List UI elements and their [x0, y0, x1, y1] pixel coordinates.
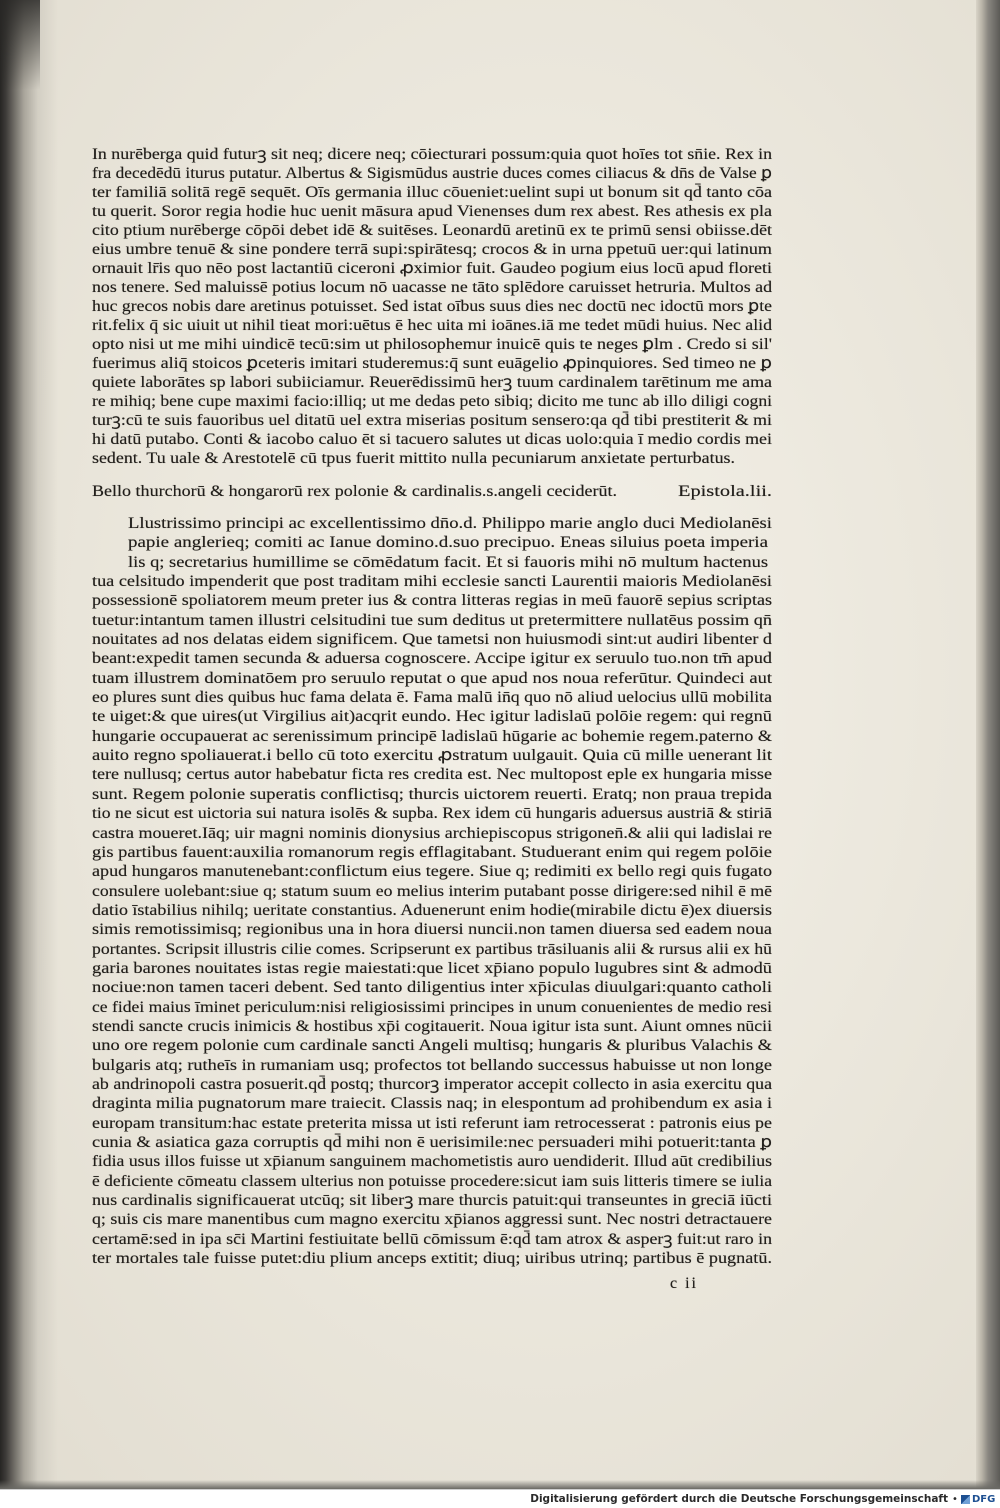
text-line: tua celsitudo impenderit que post traditam mihi ecclesie sancti Laurentii maioris Mediolanēsi [92, 573, 772, 591]
text-line: certamē:sed in ipa sc̄i Martini festiuitate bellū cōmissum ē:qd̄ tam atrox & asperꝫ fuit:ut raro in [92, 1230, 772, 1248]
text-line: te uiget:& que uires(ut Virgilius ait)acqrit eundo. Hec igitur ladislaū polōie regem: qui regnū [92, 708, 772, 726]
text-line: draginta milia pugnatorum mare traiecit. Classis naq; in elespontum ad prohibendum ex asia i [92, 1095, 773, 1113]
text-line: Llustrissimo principi ac excellentissimo dn̄o.d. Philippo marie anglo duci Mediolanēsi [128, 515, 772, 532]
text-line: cito ptium nurēberge cōpōi debet idē & suitēses. Leonardū aretinū ex te primū sensi obiisse.dēt [92, 222, 772, 239]
text-line: castra moueret.Iāq; uir magni nominis dionysius archiepiscopus strigonen̄.& alii qui ladislai re [92, 824, 772, 842]
text-line: hungarie occupauerat ac serenissimum principē ladislaū hūgarie ac bohemie regem.paterno & [92, 727, 772, 745]
text-line: fuerimus aliq̄ stoicos ꝑceteris imitari studeremus:q̄ sunt euāgelio ꝓpinquiores. Sed timeo ne ꝑ [92, 355, 772, 372]
text-line: re mihiq; bene cupe maximi facio:illiq; ut me dedas peto sibiq; dicito me tunc ab illo diligi cogni [92, 393, 772, 410]
text-line: consulere uolebant:siue q; statum suum eo melius interim putabant posse dirigere:sed nihil ē mē [92, 882, 772, 900]
text-line: fra decedēdū iturus putatur. Albertus & Sigismūdus austrie duces comes ciliacus & dn̄s de Valse ꝑ [92, 165, 772, 182]
text-line: lis q; secretarius humillime se cōmēdatum facit. Et si fauoris mihi nō multum hactenus [128, 553, 768, 571]
text-line: turꝫ:cū te suis fauoribus uel ditatū uel extra miserias positum sensero:qa qd̄ tibi prestiterit & mi [92, 412, 772, 429]
letter-heading: Bello thurchorū & hongarorū rex polonie & cardinalis.s.angeli ceciderūt. [92, 483, 617, 500]
text-line: opto nisi ut me mihi uindicē tecū:sim ut philosophemur inuicē quis te neges ꝑlm . Credo si sil' [92, 336, 772, 353]
text-line: ē deficiente cōmeatu classem ulterius non potuisse procedere:sicut iam suis litteris timere se iulia [92, 1172, 772, 1190]
text-line: fidia usus illos fuisse ut xp̄ianum sanguinem machometistis auro uendiderit. Illud aūt credibilius [92, 1153, 772, 1171]
text-line: rit.felix q̄ sic uiuit ut nihil tieat mori:uētus ē hec uita mi ioānes.iā me tedet mūdi huius. Nec alid [92, 317, 772, 334]
text-line: nouitates ad nos delatas eidem significem. Que tametsi non huiusmodi sint:ut audiri libenter d [92, 631, 772, 649]
text-line: possessionē spoliatorem meum preter ius & contra litteras regias in meū fauorē sepius scriptas [92, 592, 773, 610]
text-line: ornauit lr̄is quo nēo post lactantiū ciceroni ꝓximior fuit. Gaudeo pogium eius locū apud floreti [92, 260, 772, 277]
text-line: ter familiā solitā regē sequēt. Oīs germania illuc cōueniet:uelint supi ut bonum sit qd̄ tanto cōa [92, 184, 772, 201]
text-line: nus cardinalis significauerat utcūq; sit liberꝫ mare thurcis patuit:qui transeuntes in greciā iūcti [92, 1192, 772, 1210]
text-line: ter mortales tale fuisse putet:diu plium anceps extitit; diuq; uiribus utrinq; partibus ē pugnatū. [92, 1250, 772, 1268]
text-line: huc grecos nobis dare aretinus potuisset. Sed istat oībus suus dies nec doctū nec idoctū mors ꝑte [92, 298, 772, 315]
text-line: nos tenere. Sed maluissē potius locum nō uacasse ne tāto splēdore caruisset hetruria. Multos ad [92, 279, 772, 296]
page-binding-shadow [0, 0, 58, 1489]
text-line: europam transitum:hac estate preterita missa ut isti referunt iam retrocesserat : patronis eius pe [92, 1114, 772, 1132]
text-line: q; suis cis mare manentibus cum magno exercitu xp̄ianos aggressi sunt. Nec nostri detractauere [92, 1211, 772, 1229]
text-line: ab andrinopoli castra posuerit.qd̄ postq; thurcorꝫ imperator accepit collecto in asia exercitu qua [92, 1075, 772, 1093]
text-line: nociue:non tamen taceri debent. Sed tanto diligentius inter xp̄iculas diuulgari:quanto catholi [92, 979, 772, 997]
text-line: tu querit. Soror regia hodie huc uenit māsura apud Vienenses dum rex abest. Res athesis ex pla [92, 203, 772, 220]
text-line: sunt. Regem polonie superatis conflictisq; thurcis uictorem reuerti. Eratq; non praua trepida [92, 785, 772, 803]
text-line: stendi sancte crucis inimicis & hostibus xp̄i cogitauerit. Noua igitur ista sunt. Aiunt omnes nūcii [92, 1017, 772, 1035]
dfg-logo-text: DFG [972, 1494, 996, 1505]
text-line: tuetur:intantum tamen illustri celsitudini tue sum deditus ut pretermittere nullatēus possim qn̄ [92, 611, 772, 629]
text-line: ce fidei maius īminet periculum:nisi religiosissimi principes in unum conuenientes de medio resi [92, 998, 772, 1016]
text-line: tere nullusq; certus autor habebatur ficta res credita est. Nec multopost eple ex hungaria misse [92, 766, 772, 784]
preceding-letter-text [92, 145, 782, 468]
text-line: portantes. Scripsit illustris cilie comes. Scripserunt ex partibus trāsiluanis alii & rursus alii ex hū [92, 940, 772, 958]
digitization-footer [0, 1489, 1000, 1508]
text-line: garia barones nouitates istas regie maiestati:que licet xp̄iano populo lugubres sint & admodū [92, 959, 772, 977]
text-line: beant:expedit tamen secunda & aduersa cognoscere. Accipe igitur ex seruulo tuo.non tm̄ apud [92, 650, 772, 668]
signature-mark: c ii [670, 1275, 698, 1292]
text-line: cunia & asiatica gaza corruptis qd̄ mihi non ē uerisimile:nec persuaderi mihi potuerit:tanta ꝑ [92, 1134, 772, 1151]
dfg-logo [961, 1493, 998, 1506]
text-line: simis remotissimisq; regionibus una in hora diuersi nuncii.non tamen diuersa sed eadem noua [92, 921, 772, 939]
text-line: tuam illustrem dominatōem pro seruulo reputat o que apud nos noua referūtur. Quindeci aut [92, 669, 772, 687]
binding-corner-shadow [0, 0, 40, 90]
dfg-logo-icon [961, 1495, 970, 1504]
text-line: hi datū putabo. Conti & iacobo caluo ēt si tacuero salutes ut dicas uolo:quia ī medio cordis mei [92, 431, 772, 448]
footer-separator: • [952, 1494, 958, 1505]
funding-credit: Digitalisierung gefördert durch die Deutsche Forschungsgemeinschaft [530, 1493, 948, 1505]
page-right-edge [976, 0, 1000, 1489]
letter-text [92, 514, 782, 1268]
text-line: apud hungaros manutenebant:conflictum eius tegere. Siue q; redimiti ex bello regi quis fugato [92, 863, 772, 881]
text-line: eo plures sunt dies quibus huc fama delata ē. Fama malū in̄q quo nō aliud uelocius ullū mobilita [92, 689, 772, 707]
page-bottom-edge [0, 1480, 1000, 1489]
text-line: gis partibus fauent:auxilia romanorum regis efflagitabant. Studuerant enim qui regem polōie [92, 843, 772, 861]
text-line: sedent. Tu uale & Arestotelē cū tpus fuerit mittito nulla pecuniarum anxietate perturbatus. [92, 450, 735, 467]
text-line: quiete laborātes sp labori subiiciamur. Reuerēdissimū herꝫ tuum cardinalem tarētinum me ama [92, 374, 772, 391]
text-line: In nurēberga quid futurꝫ sit neq; dicere neq; cōiecturari possum:quia quot hoīes tot sn̄ie. Rex in [92, 146, 773, 163]
text-line: bulgaris atq; rutheīs in rumaniam usq; profectos tot bellando successus habuisse ut non longe [92, 1056, 772, 1074]
text-line: eius umbre tenuē & sine pondere terrā supi:spirātesq; crocos & in urna ppetuū uer:qui latinum [92, 241, 772, 258]
text-line: papie anglerieq; comiti ac Ianue domino.d.suo precipuo. Eneas siluius poeta imperia [128, 534, 769, 552]
text-line: tio ne sicut est uictoria sui natura isolēs & supba. Rex idem cū hungaris aduersus austriā & stiriā [92, 805, 773, 823]
text-line: datio īstabilius nihilq; ueritate constantius. Aduenerunt enim hodie(mirabile dictu ē)ex diuersis [92, 901, 772, 919]
text-line: uno ore regem polonie cum cardinale sancti Angeli multisq; hungaris & pluribus Valachis & [92, 1037, 772, 1055]
epistle-number: Epistola.lii. [678, 483, 772, 500]
text-line: auito regno spoliauerat.i bello cū toto exercitu ꝓstratum uulgauit. Quia cū mille uenerant lit [92, 747, 772, 765]
